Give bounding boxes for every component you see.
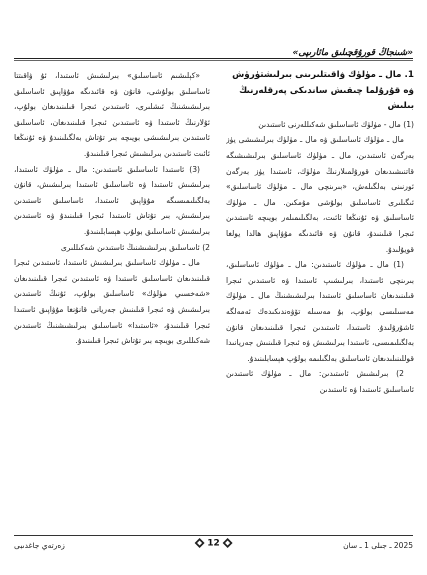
page-number-block <box>194 538 233 549</box>
paragraph: مال ـ مۈلۈك ئاساسلىق بىرلىشىش ئاستىدا، ئاستىدىن ئىجرا قىلىنىدىغان ئاساسلىق ئاستىدا ۋە ئاستىدىن ئىجرا قىلىنىدىغان «شەخسىي مۈلۈك» ئاساسلىق بولۇپ، ئۇنىڭ ئاستىدىن بىرلىشىش ۋە ئىجرا قىلىنىش جەريانى قانۇنغا مۇۋاپىق ئاستىدا ئىجرا قىلىنىدۇ، «ئاستىدا» ئاساسلىق بىرلىشىشنىڭ ئاستىدىن شەكىللىرى بويىچە بىر تۇتاش ئىجرا قىلىنىدۇ. <box>14 258 210 346</box>
running-header <box>14 40 413 56</box>
issue-label: 2025 ـ جىلى 1 ـ سان <box>343 541 413 550</box>
ornament-icon <box>223 538 233 548</box>
journal-title: «شىنجاڭ قورۇقچىلىق مائارىپى» <box>292 48 413 58</box>
header-rule <box>14 58 413 59</box>
page-footer <box>14 533 413 557</box>
paragraph: (3) ئاستىدا ئاساسلىق ئاستىدىن: مال ـ مۈلۈك ئاستىدا، بىرلىشىش ئاستىدا ۋە ئاساسلىق ئاستىدا بىرلىشىش، قانۇن بەلگىلىمىسىگە مۇۋاپىق ئاستىدا، ئاساسلىق ئاستىدىن بىرلىشىش، بىر تۇتاش ئاستىدا ئىجرا قىلىنىدۇ ۋە ئاستىدىن بىرلىشىش ئاساسلىق بولۇپ ھېسابلىنىدۇ. <box>14 164 210 236</box>
section-heading: 1. مال ـ مۈلۈك ۋاقىتلىرىنى بىرلىشتۈرۈش ۋە قۇرۇلما چىقىش ساندىكى پەرقلەرنىڭ بىلىش <box>232 70 414 112</box>
paragraph: «كېلىشىم ئاساسلىق» بىرلىشىش ئاستىدا، ئۇ ۋاقىتتا ئاساسلىق بولۇشى، قانۇن ۋە قائىدىگە مۇۋاپىق ئاساسلىق بىرلىشىشنىڭ ئىشلىرى، ئاستىدىن ئىجرا قىلىنىدىغان بولۇپ، ئۇلارنىڭ ئاستىدا ۋە ئاستىدىن ئىجرا قىلىنىدىغان، ئاساسلىق ئاستىدىن بىرلىشىشى بويىچە بىر تۇتاش بەلگىلىنىدۇ ۋە ئۇنىڭغا ئائىت ئاستىدىن بىرلىشىش ئىجرا قىلىنىدۇ. <box>14 71 210 158</box>
left-column <box>14 68 210 530</box>
paragraph: (1) مال ـ مۈلۈك ئاستىدىن: مال ـ مۈلۈك ئاساسلىق، بىرىنچى ئاستىدا، بىرلىشىپ ئاستىدا ۋە ئاستىدىن ئىجرا قىلىنىدىغان ئاساسلىق ئاستىدا بىرلىشىشنىڭ مال ـ مۈلۈك مەسىلىسى بولۇپ، بۇ مەسىلە تۆۋەندىكىدەك ئەمەلگە ئاشۇرۇلىدۇ. ئاستىدا، ئاستىدىن ئىجرا قىلىنىدىغان قانۇن بەلگىلىمىسى، ئاستىدا بىرلىشىش ۋە ئىجرا قىلىنىش جەريانىدا قوللىنىلىدىغان ئاساسلىق بەلگىلىمە بولۇپ ھېسابلىنىدۇ. <box>226 260 414 363</box>
ornament-icon <box>194 538 204 548</box>
paragraph: (1) مال - مۈلۈك ئاساسلىق شەكىللەرنى ئاستىدىن <box>258 119 414 129</box>
right-column <box>226 68 414 530</box>
footer-rule <box>14 535 413 536</box>
paragraph: 2) بىرلىشىش ئاستىدىن: مال ـ مۈلۈك ئاستىدىن ئاساسلىق ئاستىدا ۋە ئاستىدىن <box>226 369 414 394</box>
author-name: زەرتەي جاغدىبى <box>14 541 65 550</box>
page-number: 12 <box>207 538 220 549</box>
subsection-title: 2) ئاساسلىق بىرلىشىشنىڭ ئاستىدىن شەكىللىرى <box>60 242 210 252</box>
header-rule-thin <box>14 60 413 61</box>
paragraph: مال ـ مۈلۈك ئاساسلىق ۋە مال ـ مۈلۈك بىرلىشىشى يۈز بەرگەن ئاستىدىن، مال ـ مۈلۈك ئاساسلىق بىرلىشىشىگە قاتنىشىدىغان قورۇلمىلارنىڭ مۈلۈك، ئاستىدا يۈز بەرگەن ئورنىنى بەلگىلەش، «بىرىنچى مال ـ مۈلۈك ئاساسلىق» ئىگىلىرى ئاساسلىق بولۇشى مۇمكىن. مال ـ مۈلۈك ئاساسلىق ۋە ئۇنىڭغا ئائىت، بەلگىلىمىلەر بويىچە ئاستىدىن ئىجرا قىلىنىدۇ، قانۇن ۋە قائىدىگە مۇۋاپىق ھالدا يولغا قويۇلىدۇ. <box>226 135 414 254</box>
